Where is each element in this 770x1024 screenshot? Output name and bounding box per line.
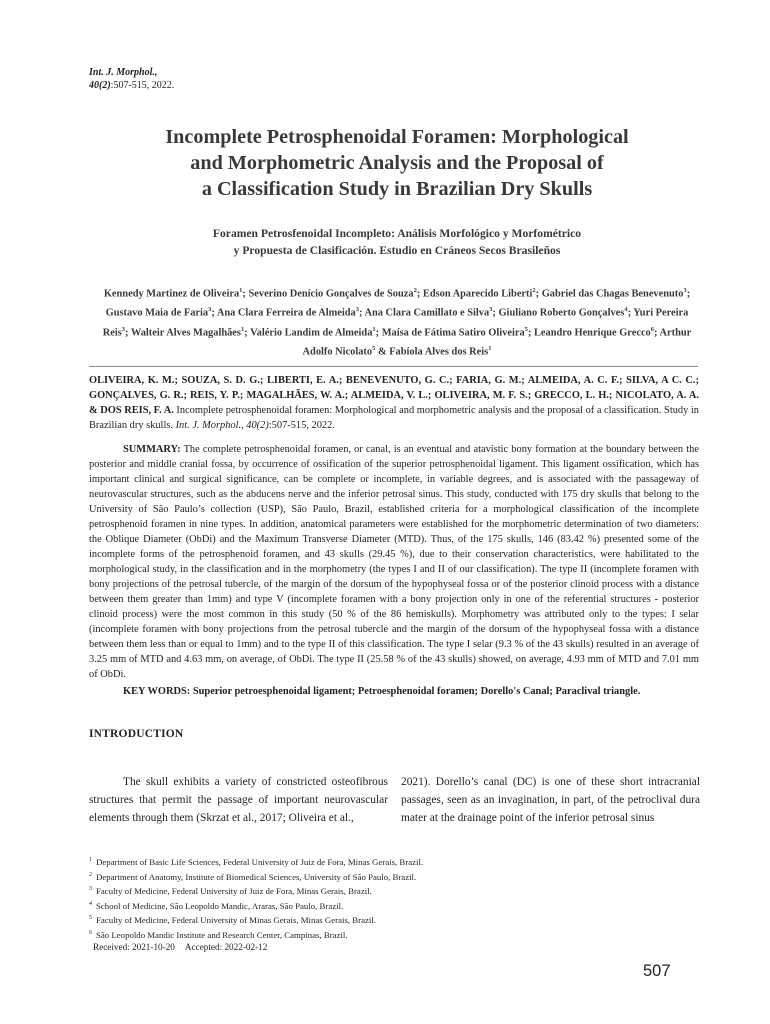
affiliation-number: 5 bbox=[89, 915, 92, 922]
author-name: Fabíola Alves dos Reis bbox=[389, 346, 489, 358]
journal-reference bbox=[89, 66, 174, 92]
citation-text: Incomplete petrosphenoidal foramen: Morphological and morphometric analysis and the proposal of a classification. Study in Brazilian dry skulls. bbox=[89, 405, 699, 431]
accepted-date: Accepted: 2022-02-12 bbox=[184, 942, 268, 952]
affiliation-text: Faculty of Medicine, Federal University of Juiz de Fora, Minas Gerais, Brazil. bbox=[96, 885, 372, 896]
author-name: Severino Denício Gonçalves de Souza bbox=[248, 288, 414, 300]
affiliation-text: Department of Basic Life Sciences, Federal University of Juiz de Fora, Minas Gerais, Brazil. bbox=[96, 856, 424, 867]
page-number: 507 bbox=[643, 962, 671, 980]
citation-block bbox=[89, 373, 699, 433]
author-affiliation-mark: 2 bbox=[532, 287, 536, 294]
author-name: Ana Clara Ferreira de Almeida bbox=[216, 307, 356, 319]
author-name: Giuliano Roberto Gonçalves bbox=[498, 307, 625, 319]
journal-name: Int. J. Morphol., bbox=[89, 67, 158, 78]
citation-pages: :507-515, 2022. bbox=[268, 420, 335, 431]
author-affiliation-mark: 6 bbox=[650, 325, 655, 333]
affiliation-item bbox=[89, 854, 689, 869]
affiliation-text: Faculty of Medicine, Federal University of Minas Gerais, Minas Gerais, Brazil. bbox=[96, 914, 376, 925]
intro-right-column: 2021). Dorello’s canal (DC) is one of these short intracranial passages, seen as an invagination, in part, of the petroclival dura mater at the drainage point of the inferior petrosal sinus bbox=[401, 776, 700, 824]
title-line: Incomplete Petrosphenoidal Foramen: Morphological bbox=[165, 126, 629, 148]
subtitle-line: Foramen Petrosfenoidal Incompleto: Análisis Morfológico y Morfométrico bbox=[212, 227, 582, 240]
author-affiliation-mark: 1 bbox=[240, 325, 245, 333]
journal-pages-year: :507-515, 2022. bbox=[110, 80, 175, 91]
affiliation-number: 1 bbox=[89, 857, 92, 863]
title-line: and Morphometric Analysis and the Proposal of bbox=[190, 152, 604, 174]
received-date: Received: 2021-10-20 bbox=[93, 942, 175, 952]
author-name: Ana Clara Camillato e Silva bbox=[364, 307, 490, 319]
affiliation-number: 4 bbox=[89, 900, 92, 907]
affiliation-item bbox=[89, 869, 689, 884]
author-name: Gabriel das Chagas Benevenuto bbox=[541, 288, 684, 300]
author-affiliation-mark: 1 bbox=[239, 287, 243, 294]
author-affiliation-mark: 5 bbox=[372, 344, 376, 352]
affiliation-text: São Leopoldo Mandic Institute and Research Center, Campinas, Brazil. bbox=[96, 929, 348, 940]
author-name: Yuri Pereira Reis bbox=[102, 307, 689, 338]
author-name: Valério Landim de Almeida bbox=[250, 327, 373, 338]
affiliation-number: 3 bbox=[89, 886, 92, 893]
author-name: Leandro Henrique Grecco bbox=[533, 327, 651, 338]
section-heading-introduction: INTRODUCTION bbox=[89, 728, 184, 740]
affiliation-number: 6 bbox=[89, 929, 92, 936]
author-affiliation-mark: 5 bbox=[524, 325, 528, 333]
author-affiliation-mark: 3 bbox=[355, 306, 359, 314]
summary-text: The complete petrosphenoidal foramen, or canal, is an eventual and atavistic bony formation at the boundary between the posterior and middle cranial fossa, by occurrence of ossification of the superior petrosphenoidal ligament. This ligament ossification, which has important clinical and surgical significance, can be complete or incomplete, in variable degrees, and is associated with the passageway of neurovascular structures, such as the abducens nerve and the inferior petrosal sinus. This study, conducted with 175 dry skulls that belong to the University of São Paulo’s collection (USP), São Paulo, Brazil, established criteria for a morphological classification of the incomplete petrosphenoid foramen in nine types. In addition, anatomical parameters were established for the morphometric determination of two diameters: the Oblique Diameter (ObDi) and the Maximum Transverse Diameter (MTD). Thus, of the 175 skulls, 146 (83.42 %) presented some of the incomplete forms of the petrosphenoid foramen, and 43 skulls (29.45 %), due to their conservation characteristics, were habilitated to the morphological study, in the classification and in the morphometry (the types I and II of our classification). The type II (incomplete foramen with bony projections of the petrosal tubercle, of the margin of the dorsum of the hypophyseal fossa or of the posterior clinoid process with a distance between them greater than 1mm) and type V (incomplete foramen with a bony projection only in one of the referential structures - posterior clinoid process) were the most common in this study (50 % of the 86 hemiskulls). Morphometry was attributed only to the types: I selar (incomplete foramen with bony projections from the petrosal tubercle and the margin of the dorsum of the hypophyseal fossa with a distance between them less than or equal to 1mm) and to the type II of this classification. The type I selar (9.3 % of the 43 skulls) resulted in an average of 3.25 mm of MTD and 4.63 mm, on average, of ObDi. The type II (25.58 % of the 43 skulls) showed, on average, 4.93 mm of MTD and 7.01 mm of ObDi. bbox=[89, 444, 699, 680]
author-affiliation-mark: 2 bbox=[413, 287, 417, 294]
summary-paragraph bbox=[89, 442, 699, 682]
article-title bbox=[120, 124, 674, 202]
divider bbox=[89, 366, 698, 367]
citation-authors: OLIVEIRA, K. M.; SOUZA, S. D. G.; LIBERTI, E. A.; BENEVENUTO, G. C.; FARIA, G. M.; ALMEIDA, A. C. F.; SILVA, A C. C.; GONÇALVES, G. R.; REIS, Y. P.; MAGALHÃES, W. A.; ALMEIDA, V. L.; OLIVEIRA, M. F. S.; GRECCO, L. H.; NICOLATO, A. A. & DOS REIS, F. A. bbox=[89, 375, 699, 416]
author-list: Kennedy Martinez de Oliveira$^1$; Severino Denício Gonçalves de Souza$^2$; Edson Aparecido Liberti$^2$; Gabriel das Chagas Benevenuto$^3$; Gustavo Maia de Faria$^3$; Ana Clara Ferreira de Almeida$^3$; Ana Clara Camillato e Silva$^3$; Giuliano Roberto Gonçalves$^4$; Yuri Pereira Reis$^3$; Walteir Alves Magalhães$^1$; Valério Landim de Almeida$^1$; Maísa de Fátima Satiro Oliveira$^5$; Leandro Henrique Grecco$^6$; Arthur Adolfo Nicolato$^5$ & Fabíola Alves dos Reis$^1$ bbox=[102, 287, 692, 358]
author-affiliation-mark: 4 bbox=[624, 306, 628, 314]
subtitle-line: y Propuesta de Clasificación. Estudio en Cráneos Secos Brasileños bbox=[233, 244, 561, 257]
author-affiliation-mark: 1 bbox=[488, 344, 492, 352]
submission-dates bbox=[93, 942, 267, 952]
author-affiliation-mark: 3 bbox=[683, 287, 687, 294]
keywords: KEY WORDS: Superior petroesphenoidal ligament; Petroesphenoidal foramen; Dorello's Canal; Paraclival triangle. bbox=[123, 686, 641, 697]
affiliation-item bbox=[89, 912, 689, 927]
affiliation-number: 2 bbox=[89, 871, 92, 878]
citation-journal: Int. J. Morphol., 40(2) bbox=[175, 420, 269, 431]
author-name: Kennedy Martinez de Oliveira bbox=[103, 288, 240, 300]
affiliation-item bbox=[89, 898, 689, 913]
author-affiliation-mark: 3 bbox=[208, 306, 212, 314]
author-name: Edson Aparecido Liberti bbox=[422, 288, 533, 300]
affiliation-item bbox=[89, 927, 689, 942]
title-line: a Classification Study in Brazilian Dry Skulls bbox=[201, 178, 593, 200]
affiliations-list bbox=[89, 854, 689, 941]
author-affiliation-mark: 3 bbox=[489, 306, 493, 314]
author-name: Gustavo Maia de Faria bbox=[105, 307, 209, 319]
affiliation-item bbox=[89, 883, 689, 898]
author-name: Walteir Alves Magalhães bbox=[130, 327, 241, 338]
author-affiliation-mark: 1 bbox=[372, 325, 376, 333]
article-subtitle-spanish bbox=[150, 225, 644, 259]
author-name: Maísa de Fátima Satiro Oliveira bbox=[381, 327, 525, 338]
affiliation-text: Department of Anatomy, Institute of Biomedical Sciences, University of São Paulo, Brazil. bbox=[96, 871, 417, 882]
intro-left-column: The skull exhibits a variety of constricted osteofibrous structures that permit the passage of important neurovascular elements through them (Skrzat et al., 2017; Oliveira et al., bbox=[89, 776, 388, 824]
affiliation-text: School of Medicine, São Leopoldo Mandic, Araras, São Paulo, Brazil. bbox=[96, 900, 344, 911]
author-affiliation-mark: 3 bbox=[121, 325, 126, 333]
journal-volume: 40(2) bbox=[89, 80, 111, 91]
author-name: Arthur Adolfo Nicolato bbox=[302, 327, 692, 358]
summary-label: SUMMARY: bbox=[123, 444, 181, 455]
